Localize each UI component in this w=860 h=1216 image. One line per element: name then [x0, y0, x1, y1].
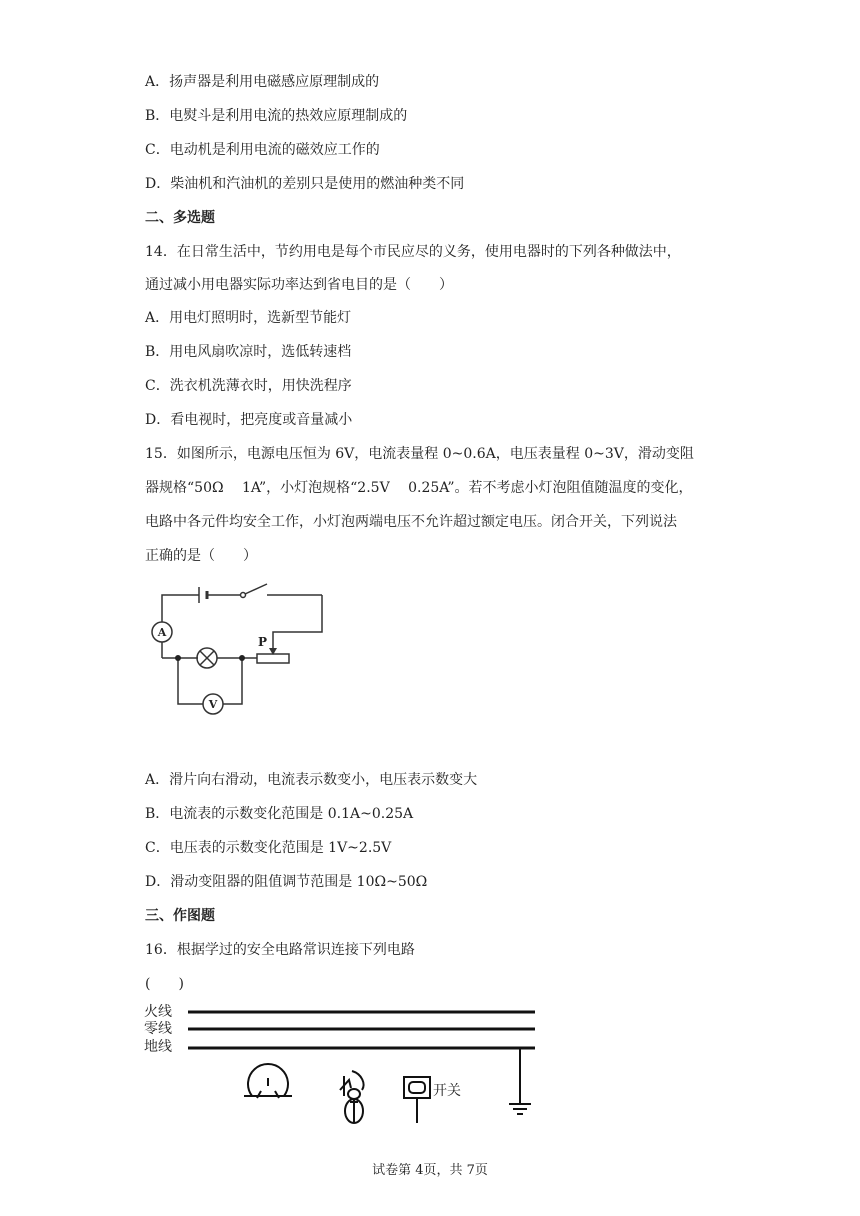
q15-option-d: D．滑动变阻器的阻值调节范围是 10Ω~50Ω: [145, 874, 428, 890]
q16-stem: 16．根据学过的安全电路常识连接下列电路: [145, 942, 415, 958]
q15-stem-line2: 器规格“50Ω 1A”，小灯泡规格“2.5V 0.25A”。若不考虑小灯泡阻值随温度的变化，: [145, 480, 693, 496]
q16-household-circuit: [140, 998, 540, 1138]
q15-option-c: C．电压表的示数变化范围是 1V~2.5V: [145, 840, 392, 856]
switch-icon: [404, 1077, 430, 1123]
q16-blank: ( ): [145, 976, 184, 992]
section-heading-multiple-choice: 二、多选题: [145, 210, 215, 226]
slider-label: P: [258, 635, 268, 649]
q15-stem-line1: 15．如图所示，电源电压恒为 6V，电流表量程 0~0.6A，电压表量程 0~3V，滑动变阻: [145, 446, 694, 462]
page-footer: 试卷第 4页，共 7页: [372, 1163, 488, 1178]
q13-option-c: C．电动机是利用电流的磁效应工作的: [145, 142, 380, 158]
lamp-icon: [340, 1071, 364, 1123]
q15-stem-line3: 电路中各元件均安全工作，小灯泡两端电压不允许超过额定电压。闭合开关，下列说法: [145, 514, 677, 530]
q13-option-b: B．电熨斗是利用电流的热效应原理制成的: [145, 108, 408, 124]
q15-option-b: B．电流表的示数变化范围是 0.1A~0.25A: [145, 806, 414, 822]
q15-circuit-diagram: [145, 578, 345, 718]
live-wire-label: 火线: [144, 1004, 172, 1020]
q14-option-c: C．洗衣机洗薄衣时，用快洗程序: [145, 378, 352, 394]
ground-symbol-icon: [509, 1048, 531, 1114]
switch-label: 开关: [433, 1083, 461, 1099]
voltmeter-icon: [203, 694, 223, 714]
q14-option-a: A．用电灯照明时，选新型节能灯: [145, 310, 352, 326]
q13-option-d: D．柴油机和汽油机的差别只是使用的燃油种类不同: [145, 176, 465, 192]
q13-option-a: A．扬声器是利用电磁感应原理制成的: [145, 74, 380, 90]
neutral-wire-label: 零线: [144, 1021, 172, 1037]
socket-icon: [244, 1064, 292, 1098]
q15-stem-line4: 正确的是（ ）: [145, 548, 257, 564]
q14-stem-line2: 通过减小用电器实际功率达到省电目的是（ ）: [145, 277, 453, 293]
ammeter-icon: [152, 622, 172, 642]
q14-option-d: D．看电视时，把亮度或音量减小: [145, 412, 353, 428]
svg-text:A: A: [157, 626, 167, 639]
section-heading-drawing: 三、作图题: [145, 908, 215, 924]
svg-text:V: V: [208, 698, 218, 711]
ground-wire-label: 地线: [144, 1039, 172, 1055]
q15-option-a: A．滑片向右滑动，电流表示数变小，电压表示数变大: [145, 772, 478, 788]
q14-option-b: B．用电风扇吹凉时，选低转速档: [145, 344, 352, 360]
q14-stem-line1: 14．在日常生活中，节约用电是每个市民应尽的义务，使用电器时的下列各种做法中，: [145, 244, 681, 260]
